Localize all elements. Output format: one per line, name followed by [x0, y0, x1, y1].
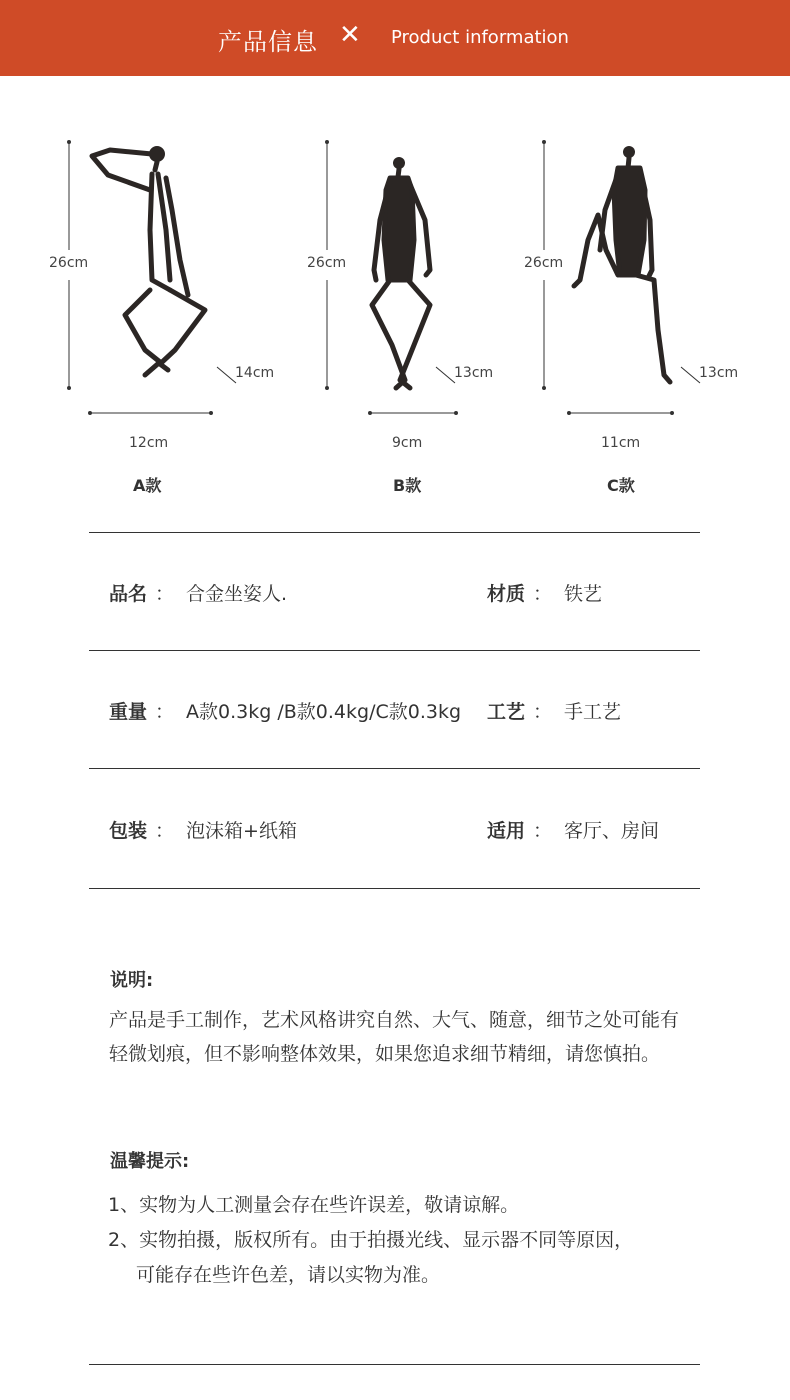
- figure-a-label: A款: [133, 476, 162, 495]
- depth-line-a: [217, 367, 236, 383]
- spec-label: 工艺: [487, 701, 526, 723]
- description-text: 产品是手工制作，艺术风格讲究自然、大气、随意，细节之处可能有轻微划痕，但不影响整体效果，如果您追求细节精细，请您慎拍。: [109, 1009, 680, 1065]
- spec-label: 材质: [487, 583, 526, 605]
- figures-illustration: [0, 130, 790, 510]
- depth-line-b: [436, 367, 455, 383]
- divider: [89, 532, 700, 533]
- spec-label: 重量: [109, 701, 148, 723]
- tip-item-1: 1、实物为人工测量会存在些许误差，敬请谅解。: [108, 1194, 520, 1216]
- spec-craft: [487, 697, 621, 724]
- divider: [89, 650, 700, 651]
- figure-section: [0, 130, 790, 510]
- divider: [89, 888, 700, 889]
- figure-b-depth: 13cm: [454, 365, 494, 381]
- tips-title: 温馨提示:: [110, 1151, 190, 1172]
- spec-material: [487, 579, 602, 606]
- figure-c-width: 11cm: [601, 435, 641, 451]
- spec-value: 铁艺: [564, 583, 603, 605]
- figure-b-label: B款: [393, 476, 422, 495]
- spec-value: A款0.3kg /B款0.4kg/C款0.3kg: [186, 701, 462, 723]
- divider: [89, 1364, 700, 1365]
- spec-label: 适用: [487, 820, 526, 842]
- spec-value: 合金坐姿人.: [186, 583, 288, 605]
- spec-usage: [487, 816, 659, 843]
- spec-colon: ：: [155, 820, 175, 842]
- spec-colon: ：: [155, 701, 175, 723]
- figure-a-height: 26cm: [49, 255, 89, 271]
- figure-c-height: 26cm: [524, 255, 564, 271]
- figure-a-width: 12cm: [129, 435, 169, 451]
- spec-name: [109, 579, 287, 606]
- divider: [89, 768, 700, 769]
- description-title: 说明:: [110, 970, 154, 991]
- header-title-cn: 产品信息: [218, 28, 318, 56]
- figure-b-height: 26cm: [307, 255, 347, 271]
- figure-b-width: 9cm: [392, 435, 423, 451]
- spec-packaging: [109, 816, 297, 843]
- close-icon: ✕: [339, 20, 361, 50]
- spec-colon: ：: [533, 583, 553, 605]
- depth-line-c: [681, 367, 700, 383]
- figure-c: [574, 146, 670, 382]
- spec-colon: ：: [155, 583, 175, 605]
- spec-colon: ：: [533, 701, 553, 723]
- figure-c-label: C款: [607, 476, 635, 495]
- spec-value: 手工艺: [564, 701, 622, 723]
- spec-colon: ：: [533, 820, 553, 842]
- spec-value: 泡沫箱+纸箱: [186, 820, 297, 842]
- tip-item-2-cont: 可能存在些许色差，请以实物为准。: [136, 1264, 441, 1286]
- spec-weight: [109, 697, 461, 724]
- figure-a: [92, 146, 205, 375]
- figure-c-depth: 13cm: [699, 365, 739, 381]
- header-title-en: Product information: [391, 27, 569, 48]
- spec-label: 包装: [109, 820, 148, 842]
- spec-label: 品名: [109, 583, 148, 605]
- figure-b: [372, 157, 430, 388]
- tip-item-2: 2、实物拍摄，版权所有。由于拍摄光线、显示器不同等原因，: [108, 1229, 634, 1251]
- header-bar: [0, 0, 790, 76]
- figure-a-depth: 14cm: [235, 365, 275, 381]
- spec-value: 客厅、房间: [564, 820, 660, 842]
